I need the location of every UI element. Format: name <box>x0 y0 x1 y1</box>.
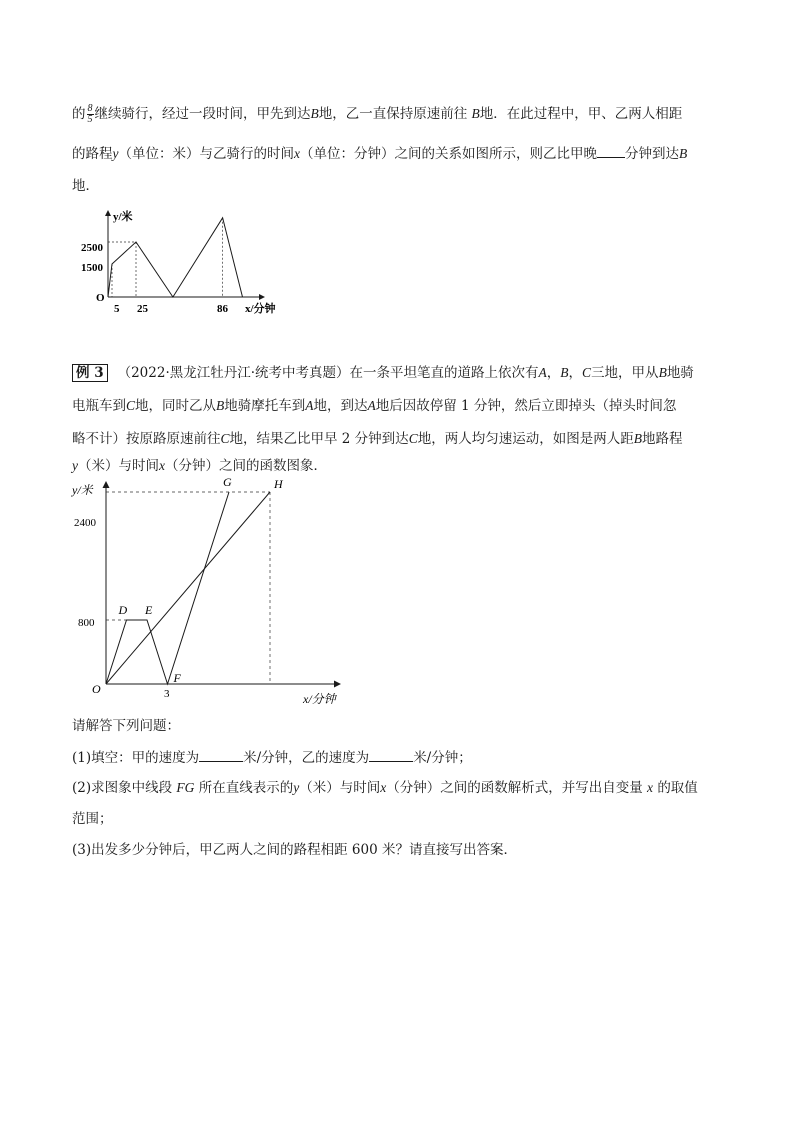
chart1-ytick-1500: 1500 <box>81 262 103 274</box>
chart2-ytick-800: 800 <box>78 617 95 629</box>
chart1-xtick-5: 5 <box>114 303 120 315</box>
chart2 <box>68 478 358 710</box>
chart1-series-line <box>108 218 243 297</box>
chart2-point-label-g: G <box>223 478 232 489</box>
example3-line4: y（米）与时间x（分钟）之间的函数图象． <box>72 458 327 474</box>
problem1-line1: 的 $\frac{8}{5}$ 继续骑行，经过一段时间，甲先到达B地，乙一直保持原速前往 B地．在此过程中，甲、乙两人相距 <box>72 103 683 125</box>
chart1-ytick-2500: 2500 <box>81 242 103 254</box>
answer-blank <box>199 747 243 762</box>
chart2-point-label-f: F <box>173 671 181 685</box>
chart2-series-1 <box>106 492 229 684</box>
example3-line1: 例 3 （2022·黑龙江牡丹江·统考中考真题）在一条平坦笔直的道路上依次有A，B，C三地，甲从B地骑 <box>72 363 694 383</box>
chart1 <box>78 205 288 320</box>
chart1-origin: O <box>96 292 105 304</box>
chart2-ytick-2400: 2400 <box>74 517 96 529</box>
chart2-series-2 <box>106 492 270 684</box>
chart1-xtick-25: 25 <box>137 303 148 315</box>
problem1-line3: 地． <box>72 178 99 194</box>
question-1: (1)填空：甲的速度为 米/分钟，乙的速度为 米/分钟； <box>72 747 472 768</box>
question-2: (2)求图象中线段 FG 所在直线表示的y（米）与时间x（分钟）之间的函数解析式，并写出自变量 x 的取值 <box>72 780 698 796</box>
problem1-line2: 的路程y（单位：米）与乙骑行的时间x（单位：分钟）之间的关系如图所示，则乙比甲晚 分钟到达B <box>72 143 687 164</box>
chart2-point-label-h: H <box>274 478 283 491</box>
chart2-point-label-e: E <box>145 603 153 617</box>
chart1-ylabel: y/米 <box>113 211 133 223</box>
chart1-xlabel: x/分钟 <box>245 303 276 315</box>
chart2-point-label-d: D <box>118 603 128 617</box>
answer-blank <box>369 747 413 762</box>
example-badge: 例 3 <box>72 364 108 382</box>
example3-line3: 略不计）按原路原速前往C地，结果乙比甲早 2 分钟到达C地，两人均匀速运动，如图是两人距B地路程 <box>72 431 683 447</box>
chart2-xtick-3: 3 <box>164 688 170 700</box>
chart2-ylabel: y/米 <box>72 483 93 497</box>
answer-blank <box>597 143 625 158</box>
chart2-xlabel: x/分钟 <box>303 692 336 706</box>
chart2-origin: O <box>92 682 101 696</box>
questions-intro: 请解答下列问题： <box>72 718 180 734</box>
question-2-cont: 范围； <box>72 811 113 827</box>
example3-line2: 电瓶车到C地，同时乙从B地骑摩托车到A地，到达A地后因故停留 1 分钟，然后立即掉头（掉头时间忽 <box>72 398 677 414</box>
question-3: (3)出发多少分钟后，甲乙两人之间的路程相距 600 米？请直接写出答案． <box>72 842 517 858</box>
fraction: $\frac{8}{5}$ <box>87 103 93 125</box>
chart1-xtick-86: 86 <box>217 303 228 315</box>
